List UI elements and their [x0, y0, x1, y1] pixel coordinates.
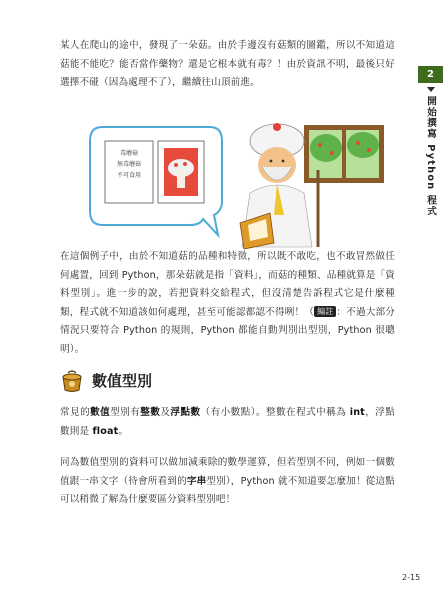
note-tag: 編註	[314, 306, 336, 317]
example-paragraph: 在這個例子中，由於不知道菇的品種和特徵，所以既不敢吃，也不敢冒然做任何處置，回到 Python，那朵菇就是指「資料」，而菇的種類、品種就算是「資料型別」。進一步的說，若把資料交給程式，但沒清楚告訴程式它是什麼種類，程式就不知道該如何處理，甚至可能認都認不得咧！（ 編註 ：不過大部分情況只要符合 Python 的規則，Python 都能自動判別出型別，Python 很聰明）。	[60, 251, 396, 355]
type-difference-paragraph: 同為數值型別的資料可以做加減乘除的數學運算，但若型別不同，例如一個數值跟一串文字（待會所看到的字串型別），Python 就不知道要怎麼加！從這點可以稍微了解為什麼要區分資料型別吧！	[60, 457, 395, 506]
chapter-number: 2	[418, 66, 443, 83]
mushroom-book-illustration	[72, 115, 392, 250]
chapter-tab	[418, 66, 443, 217]
section-title: 數值型別	[92, 372, 153, 390]
numeric-types-paragraph: 常見的數值型別有整數及浮點數（有小數點）。整數在程式中稱為 int，浮點數則是 float。	[60, 407, 396, 437]
chapter-title: 開始撰寫 Python 程式	[425, 96, 436, 217]
book-line-1: 毒蘑菇	[119, 150, 139, 157]
intro-paragraph: 某人在爬山的途中，發現了一朵菇。由於手邊沒有菇類的圖鑑，所以不知道這菇能不能吃？能否當作藥物？還是它根本就有毒？！由於資訊不明，最後只好選擇不碰（因為處理不了），繼續往山頂前進。	[60, 40, 395, 89]
book-line-2: 無毒蘑菇	[116, 161, 142, 168]
book-line-3: 不可食用	[116, 172, 142, 179]
triangle-down-icon	[427, 87, 435, 92]
pot-icon	[60, 369, 84, 393]
page-number: 2-15	[402, 573, 421, 582]
